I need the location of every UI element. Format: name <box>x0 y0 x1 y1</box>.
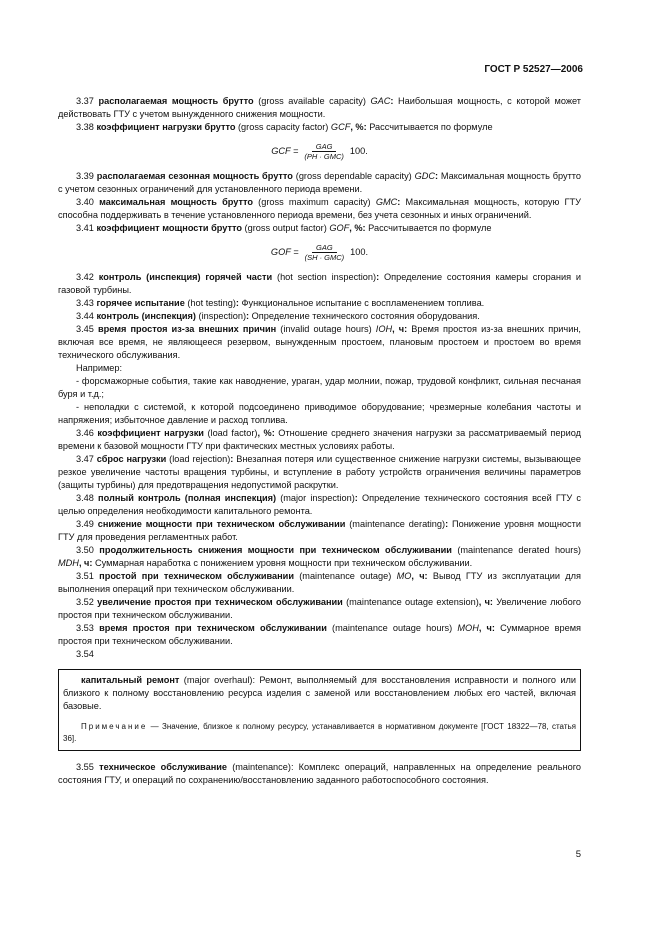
term-abbreviation: IOH <box>375 324 393 334</box>
term-abbreviation: MO <box>396 571 412 581</box>
entry-3-44 <box>58 310 581 323</box>
entry-number: 3.45 <box>76 324 94 334</box>
entry-number: 3.43 <box>76 298 94 308</box>
term-english: (maintenance outage hours) <box>326 623 458 633</box>
term-abbreviation: GOF <box>329 223 350 233</box>
entry-number: 3.37 <box>76 96 94 106</box>
entry-3-39 <box>58 170 581 196</box>
term-english: (invalid outage hours) <box>276 324 376 334</box>
term-abbreviation: GAC <box>370 96 391 106</box>
entry-number: 3.53 <box>76 623 94 633</box>
entry-3-50 <box>58 544 581 570</box>
formula-lhs: GCF = <box>271 145 299 156</box>
colon: : <box>445 519 449 529</box>
unit: , ч: <box>478 597 493 607</box>
definition: Максимальная мощность брутто с учетом сезонных ограничений для установленного периода времени. <box>58 171 582 194</box>
definition: Время простоя из-за внешних причин, включая все время, не являющееся резервом, вынужденным простоем, плановым простоем и простоем во время технического обслуживания. <box>58 324 581 360</box>
term: время простоя из-за внешних причин <box>97 324 277 334</box>
colon: : <box>246 311 250 321</box>
entry-3-40 <box>58 196 581 222</box>
term: сброс нагрузки <box>96 454 167 464</box>
entry-number: 3.41 <box>76 223 94 233</box>
definition: Функциональное испытание с воспламенением топлива. <box>238 298 485 308</box>
entry-number: 3.50 <box>76 545 94 555</box>
formula-fraction <box>300 142 348 161</box>
unit: , ч: <box>392 324 408 334</box>
term: время простоя при техническом обслуживании <box>99 623 327 633</box>
term-english: (gross dependable capacity) <box>292 171 415 181</box>
definition: Максимальная мощность, которую ГТУ способна поддерживать в течение установленного периода времени, без учета сезонных и иных ограничений. <box>58 197 581 220</box>
term-english: (load rejection) <box>166 454 231 464</box>
entry-3-43 <box>58 297 581 310</box>
definition: Определение состояния камеры сгорания и газовой турбины. <box>58 272 582 295</box>
entry-number: 3.47 <box>76 454 94 464</box>
term: располагаемая сезонная мощность брутто <box>96 171 293 181</box>
entry-number: 3.40 <box>76 197 94 207</box>
unit: , ч: <box>478 623 495 633</box>
colon: : <box>397 197 401 207</box>
entry-3-47 <box>58 453 581 492</box>
unit: , ч: <box>411 571 428 581</box>
term: коэффициент мощности брутто <box>96 223 242 233</box>
term: контроль (инспекция) <box>96 311 196 321</box>
term: капитальный ремонт <box>81 675 180 685</box>
unit: , %: <box>349 223 366 233</box>
note-text: — Значение, близкое к полному ресурсу, устанавливается в нормативном документе [ГОСТ 18322—78, статья 36]. <box>63 722 576 743</box>
term: контроль (инспекция) горячей части <box>98 272 273 282</box>
term-english: (maintenance derating) <box>345 519 446 529</box>
term-english: (load factor) <box>203 428 258 438</box>
colon: : <box>354 493 358 503</box>
term: увеличение простоя при техническом обслуживании <box>97 597 343 607</box>
box-definition <box>63 674 576 713</box>
entry-number: 3.38 <box>76 122 94 132</box>
entry-3-41 <box>58 222 581 235</box>
entry-number: 3.49 <box>76 519 94 529</box>
page-number: 5 <box>575 849 581 860</box>
example-label: Например: <box>76 363 123 373</box>
definition: Суммарная наработка с понижением уровня мощности при техническом обслуживании. <box>92 558 473 568</box>
entry-3-55 <box>58 761 581 787</box>
term: максимальная мощность брутто <box>99 197 253 207</box>
term-english: (maintenance outage extension) <box>342 597 479 607</box>
term-abbreviation: MDH <box>58 558 79 568</box>
standard-header: ГОСТ Р 52527—2006 <box>484 64 583 75</box>
entry-3-51 <box>58 570 581 596</box>
term: коэффициент нагрузки <box>97 428 204 438</box>
definition: Вывод ГТУ из эксплуатации для выполнения операций при техническом обслуживании. <box>58 571 581 594</box>
entry-number: 3.55 <box>76 762 94 772</box>
definition: Суммарное время простоя при техническом обслуживании. <box>58 623 581 646</box>
note-label: Примечание <box>81 722 148 731</box>
entry-number: 3.39 <box>76 171 94 181</box>
colon: : <box>390 96 394 106</box>
entry-3-45 <box>58 323 581 362</box>
entry-number: 3.42 <box>76 272 94 282</box>
entry-number: 3.52 <box>76 597 94 607</box>
term: коэффициент нагрузки брутто <box>96 122 236 132</box>
term-english: (major overhaul) <box>179 675 253 685</box>
definition: Внезапная потеря или существенное снижение нагрузки системы, вызывающее резкое увеличение частоты вращения турбины, и вступление в работу устройств ограничения величины параметров (защиты турбины) для предотвращения недопустимой раскрутки. <box>58 454 581 490</box>
entry-number: 3.44 <box>76 311 94 321</box>
formula-multiplier: 100. <box>350 246 369 257</box>
entry-3-38 <box>58 121 581 134</box>
term-english: (hot testing) <box>184 298 236 308</box>
term-abbreviation: GCF <box>330 122 351 132</box>
entry-3-53 <box>58 622 581 648</box>
entry-3-46 <box>58 427 581 453</box>
definition: Рассчитывается по формуле <box>366 122 493 132</box>
entry-number: 3.54 <box>76 649 94 659</box>
term-english: (gross maximum capacity) <box>252 197 376 207</box>
formula-gcf <box>58 136 581 166</box>
entry-3-49 <box>58 518 581 544</box>
entry-3-54 <box>58 648 581 661</box>
term-english: (gross available capacity) <box>253 96 371 106</box>
colon: : <box>230 454 234 464</box>
formula-gof <box>58 237 581 267</box>
term-english: (gross capacity factor) <box>235 122 331 132</box>
entry-number: 3.46 <box>76 428 94 438</box>
formula-multiplier: 100. <box>349 145 368 156</box>
fraction-denominator: (PH · GMC) <box>304 151 344 161</box>
document-body <box>58 95 581 787</box>
term: продолжительность снижения мощности при техническом обслуживании <box>99 545 452 555</box>
definition: Отношение среднего значения нагрузки за рассматриваемый период времени к базовой мощности ГТУ при фактических местных условиях работы. <box>58 428 581 451</box>
formula-fraction <box>301 243 349 262</box>
unit: , %: <box>257 428 275 438</box>
formula-lhs: GOF = <box>270 246 299 257</box>
box-note <box>63 721 576 745</box>
term: полный контроль (полная инспекция) <box>98 493 277 503</box>
definition-box <box>58 669 581 751</box>
colon: : <box>434 171 439 181</box>
term-abbreviation: MOH <box>457 623 479 633</box>
definition: Определение технического состояния оборудования. <box>249 311 480 321</box>
definition: Наибольшая мощность, с которой может действовать ГТУ с учетом вынужденного снижения мощности. <box>58 96 581 119</box>
colon: : <box>376 272 380 282</box>
entry-3-52 <box>58 596 581 622</box>
definition: Определение технического состояния всей ГТУ с целью определения необходимости капитального ремонта. <box>58 493 581 516</box>
term: техническое обслуживание <box>99 762 228 772</box>
definition: Понижение уровня мощности ГТУ для проведения регламентных работ. <box>58 519 581 542</box>
unit: , %: <box>350 122 367 132</box>
term-english: (maintenance outage) <box>293 571 397 581</box>
entry-3-37 <box>58 95 581 121</box>
definition: Рассчитывается по формуле <box>365 223 492 233</box>
term-english: (inspection) <box>195 311 247 321</box>
term-english: (hot section inspection) <box>272 272 377 282</box>
term-english: (maintenance derated hours) <box>451 545 581 555</box>
definition: Увеличение любого простоя при техническом обслуживании. <box>58 597 582 620</box>
entry-3-48 <box>58 492 581 518</box>
example-bullet: - форсмажорные события, такие как наводнение, ураган, удар молнии, пожар, трудовой конфликт, сильная песчаная буря и т.д.; <box>58 376 581 399</box>
definition: : Ремонт, выполняемый для восстановления исправности и полного или близкого к полному восстановлению ресурса изделия с заменой или восстановлением любых его частей, включая базовые. <box>63 675 576 711</box>
fraction-denominator: (SH · GMC) <box>304 252 345 262</box>
term: располагаемая мощность брутто <box>98 96 254 106</box>
definition: : Комплекс операций, направленных на определение реального состояния ГТУ, и операций по сохранению/восстановлению заданного работоспособного состояния. <box>58 762 582 785</box>
term: горячее испытание <box>96 298 185 308</box>
unit: , ч: <box>78 558 93 568</box>
term-english: (maintenance) <box>227 762 291 772</box>
term-abbreviation: GDC <box>414 171 435 181</box>
fraction-numerator: GAG <box>312 243 337 253</box>
term-english: (major inspection) <box>276 493 355 503</box>
term-english: (gross output factor) <box>242 223 330 233</box>
example-bullet: - неполадки с системой, к которой подсоединено приводимое оборудование; чрезмерные колебания частоты и напряжения; избыточное давление и расход топлива. <box>58 402 581 425</box>
term-abbreviation: GMC <box>375 197 398 207</box>
colon: : <box>235 298 239 308</box>
entry-number: 3.48 <box>76 493 94 503</box>
entry-3-42 <box>58 271 581 297</box>
term: снижение мощности при техническом обслуживании <box>97 519 346 529</box>
term: простой при техническом обслуживании <box>99 571 294 581</box>
entry-number: 3.51 <box>76 571 94 581</box>
fraction-numerator: GAG <box>312 142 337 152</box>
